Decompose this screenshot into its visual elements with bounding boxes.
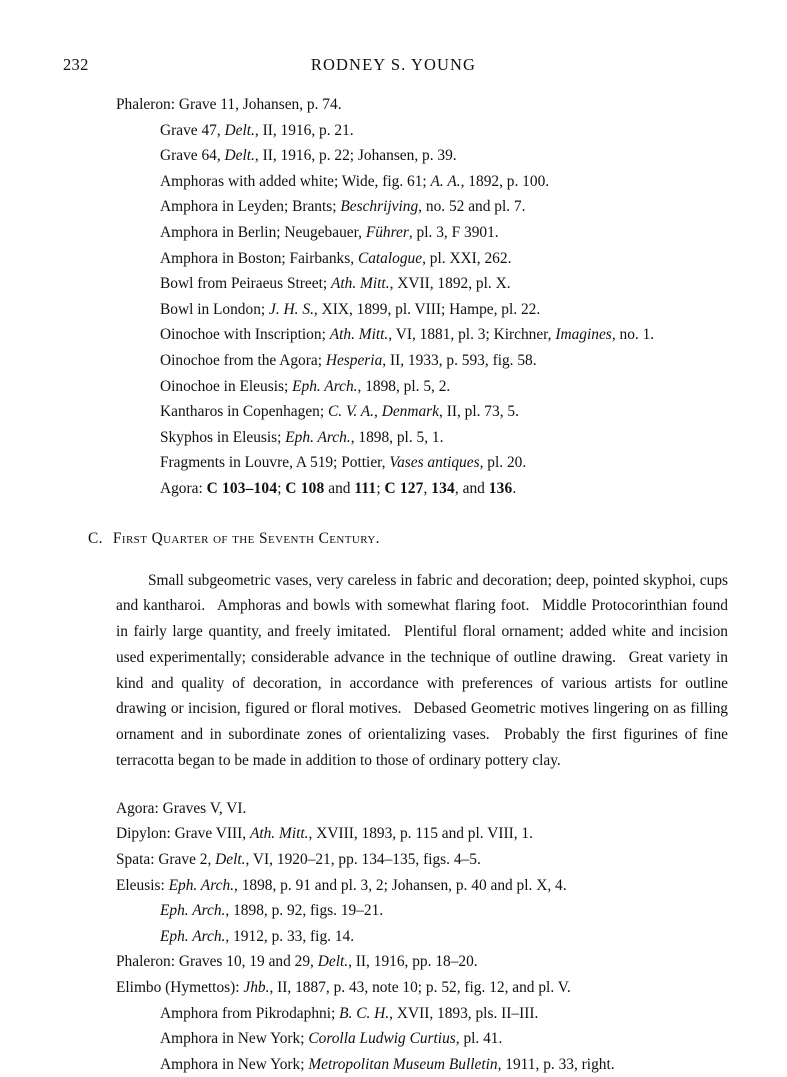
entry-text: , VI, 1920–21, pp. 134–135, figs. 4–5. [245, 851, 481, 869]
italic-title: Eph. Arch. [160, 927, 226, 945]
catalogue-number: 134 [431, 479, 455, 497]
entry-text: ; [277, 479, 286, 497]
italic-title: C. V. A., Denmark [327, 403, 439, 421]
italic-title: Delt. [317, 953, 349, 971]
reference-entry [116, 847, 728, 873]
italic-title: Jhb. [243, 979, 270, 997]
reference-entry [160, 1001, 728, 1027]
italic-title: Vases antiques [389, 454, 480, 472]
section-label: C. [88, 529, 103, 547]
section-title: First Quarter of the Seventh Century. [112, 529, 380, 547]
entry-text: , 1911, p. 33, right. [497, 1055, 615, 1073]
catalogue-number: 111 [354, 479, 377, 497]
entry-text: Amphora in Berlin; Neugebauer, [160, 223, 366, 241]
entry-text: Agora: [160, 479, 207, 497]
entry-text: , pl. 41. [455, 1030, 503, 1048]
entry-text: , no. 1. [611, 326, 655, 344]
reference-entry [116, 975, 728, 1001]
entry-text: , [423, 479, 432, 497]
reference-entry [116, 949, 728, 975]
reference-entry [160, 297, 728, 323]
reference-entry [160, 143, 728, 169]
italic-title: Imagines [555, 326, 612, 344]
entry-text: Fragments in Louvre, A 519; Pottier, [160, 454, 390, 472]
entry-text: , II, 1916, p. 21. [254, 121, 354, 139]
italic-title: Ath. Mitt. [329, 326, 389, 344]
italic-title: Metropolitan Museum Bulletin [308, 1055, 498, 1073]
italic-title: Ath. Mitt. [249, 825, 309, 843]
entry-text: Bowl from Peiraeus Street; [160, 275, 331, 293]
reference-entry [160, 246, 728, 272]
italic-title: Eph. Arch. [292, 377, 358, 395]
reference-entry [160, 220, 728, 246]
reference-entry [160, 898, 728, 924]
entry-text: Phaleron: Graves 10, 19 and 29, [116, 953, 318, 971]
italic-title: Hesperia [325, 351, 383, 369]
reference-entry [160, 399, 728, 425]
reference-entry [116, 873, 728, 899]
running-head: RODNEY S. YOUNG [310, 55, 477, 74]
entry-text: Spata: Grave 2, [116, 851, 216, 869]
entry-text: Oinochoe from the Agora; [160, 351, 326, 369]
entry-text: . [512, 479, 517, 497]
entry-text: Grave 47, [160, 121, 225, 139]
entry-text: ; [376, 479, 385, 497]
entry-text: Bowl in London; [160, 300, 270, 318]
reference-entry [160, 1052, 728, 1077]
entry-text: , XVII, 1892, pl. X. [389, 275, 511, 293]
entry-text: Elimbo (Hymettos): [116, 979, 244, 997]
entry-text: , pl. 20. [479, 454, 527, 472]
entry-text: , II, 1933, p. 593, fig. 58. [382, 351, 537, 369]
section-heading [88, 530, 728, 548]
italic-title: Führer [365, 223, 409, 241]
italic-title: Delt. [224, 121, 255, 139]
entry-text: , and [454, 479, 489, 497]
page-number: 232 [63, 55, 89, 74]
page-header [0, 55, 787, 77]
reference-entry [160, 348, 728, 374]
italic-title: Beschrijving [340, 198, 419, 216]
reference-entry [160, 476, 728, 502]
reference-entry [160, 425, 728, 451]
entry-text: Amphora from Pikrodaphni; [160, 1004, 340, 1022]
entry-text: Agora: Graves V, VI. [116, 799, 247, 817]
entry-text: , II, 1887, p. 43, note 10; p. 52, fig. 12, and pl. V. [269, 979, 571, 997]
catalogue-number: C 103–104 [206, 479, 278, 497]
catalogue-number: C 108 [285, 479, 325, 497]
entry-text: , II, pl. 73, 5. [439, 403, 519, 421]
entry-text: Dipylon: Grave VIII, [116, 825, 250, 843]
italic-title: B. C. H. [339, 1004, 390, 1022]
reference-list-one [88, 92, 728, 502]
entry-text: Amphora in New York; [160, 1030, 309, 1048]
page-body [88, 92, 728, 1077]
entry-text: , pl. 3, F 3901. [408, 223, 499, 241]
entry-text: , no. 52 and pl. 7. [418, 198, 526, 216]
entry-text: , VI, 1881, pl. 3; Kirchner, [388, 326, 556, 344]
entry-text: , XIX, 1899, pl. VIII; Hampe, pl. 22. [313, 300, 541, 318]
catalogue-number: 136 [488, 479, 513, 497]
entry-text: Grave 64, [160, 147, 225, 165]
entry-text: Skyphos in Eleusis; [160, 428, 286, 446]
reference-entry [160, 169, 728, 195]
entry-text: , pl. XXI, 262. [422, 249, 512, 267]
reference-entry [160, 450, 728, 476]
reference-entry [116, 796, 728, 822]
reference-entry [160, 924, 728, 950]
body-paragraph: Small subgeometric vases, very careless in fabric and decoration; deep, pointed skyphoi, cups and kantharoi. Amphoras and bowls with somewhat flaring foot. Middle Protocorinthian found in fairly large quantity, and freely imitated. Plentiful floral ornament; added white and incision used experimentally; considerable advance in the technique of outline drawing. Great variety in kind and quality of decoration, in accordance with preferences of various artists for outline drawing or incision, figured or floral motives. Debased Geometric motives lingering on as filling ornament and in subordinate zones of orientalizing vases. Probably the first figurines of fine terracotta began to be made in addition to those of ordinary pottery clay. [116, 571, 728, 770]
italic-title: Delt. [215, 851, 246, 869]
italic-title: Delt. [224, 147, 255, 165]
italic-title: Corolla Ludwig Curtius [308, 1030, 456, 1048]
entry-text: Amphoras with added white; Wide, fig. 61; [160, 172, 431, 190]
italic-title: A. A. [430, 172, 461, 190]
entry-text: , 1898, pl. 5, 2. [357, 377, 451, 395]
reference-list-two [88, 796, 728, 1077]
entry-text: , 1898, p. 92, figs. 19–21. [225, 902, 384, 920]
italic-title: Eph. Arch. [285, 428, 351, 446]
entry-text: Phaleron: Grave 11, Johansen, p. 74. [116, 96, 342, 113]
entry-text: , 1912, p. 33, fig. 14. [225, 927, 355, 945]
italic-title: Catalogue [357, 249, 423, 267]
reference-entry [160, 374, 728, 400]
reference-entry [116, 821, 728, 847]
reference-entry [160, 271, 728, 297]
reference-entry [160, 194, 728, 220]
entry-text: , II, 1916, pp. 18–20. [348, 953, 478, 971]
entry-text: , 1898, p. 91 and pl. 3, 2; Johansen, p. 40 and pl. X, 4. [234, 876, 567, 894]
entry-text: Eleusis: [116, 876, 169, 894]
reference-entry [160, 118, 728, 144]
entry-text: Oinochoe in Eleusis; [160, 377, 293, 395]
entry-text: and [324, 479, 355, 497]
reference-entry [160, 1026, 728, 1052]
entry-text: , XVIII, 1893, p. 115 and pl. VIII, 1. [308, 825, 533, 843]
italic-title: Ath. Mitt. [330, 275, 390, 293]
reference-entry [116, 92, 728, 118]
entry-text: Amphora in Boston; Fairbanks, [160, 249, 358, 267]
catalogue-number: C 127 [384, 479, 424, 497]
entry-text: , 1898, pl. 5, 1. [350, 428, 444, 446]
entry-text: , XVII, 1893, pls. II–III. [389, 1004, 539, 1022]
entry-text: Amphora in Leyden; Brants; [160, 198, 341, 216]
italic-title: Eph. Arch. [168, 876, 234, 894]
reference-entry [160, 322, 728, 348]
entry-text: , II, 1916, p. 22; Johansen, p. 39. [254, 147, 457, 165]
entry-text: Oinochoe with Inscription; [160, 326, 330, 344]
italic-title: Eph. Arch. [160, 902, 226, 920]
italic-title: J. H. S. [269, 300, 314, 318]
entry-text: Kantharos in Copenhagen; [160, 403, 328, 421]
entry-text: Amphora in New York; [160, 1055, 309, 1073]
entry-text: , 1892, p. 100. [460, 172, 550, 190]
